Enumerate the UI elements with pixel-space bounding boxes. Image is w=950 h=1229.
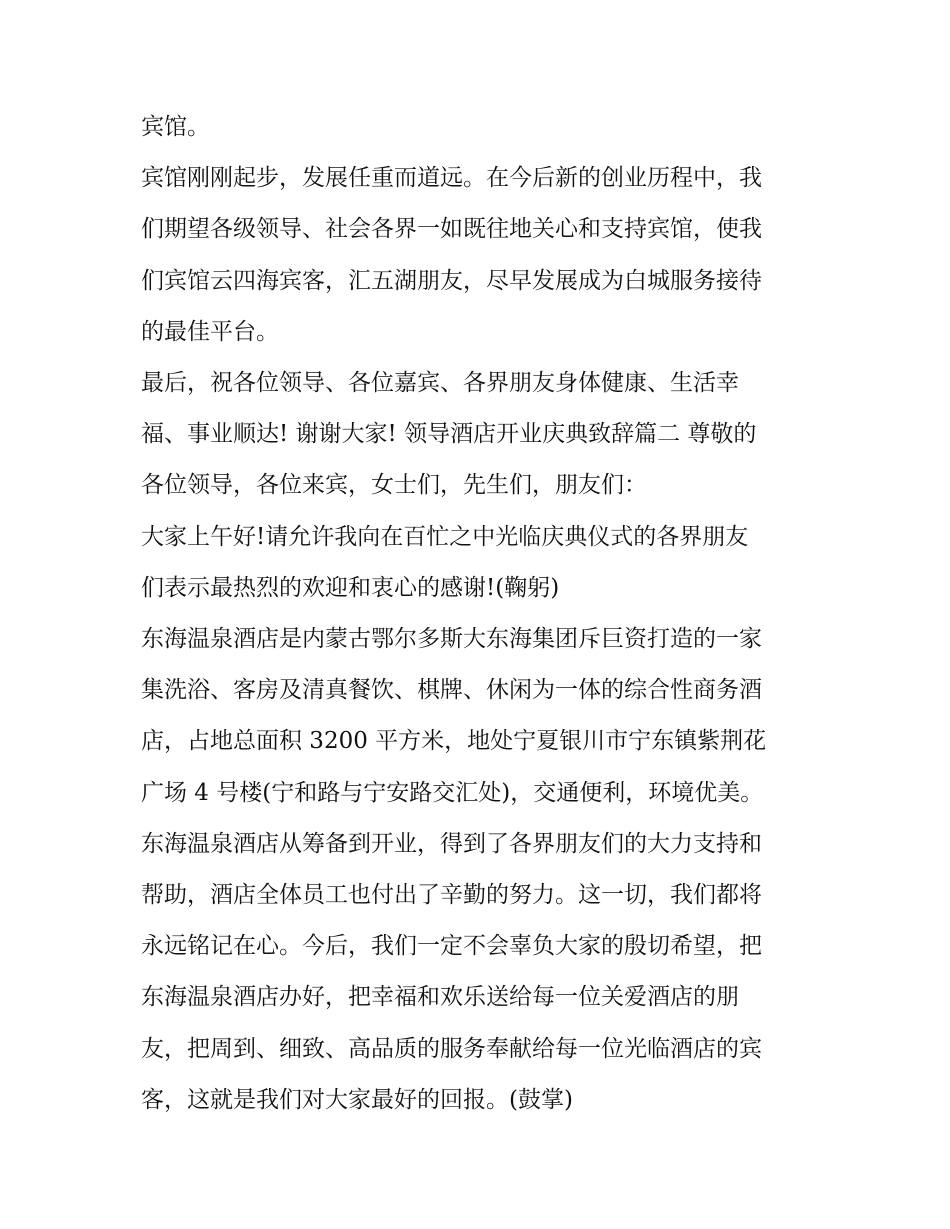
paragraph-5: 东海温泉酒店是内蒙古鄂尔多斯大东海集团斥巨资打造的一家 集洗浴、客房及清真餐饮、棋牌、休闲为一体的综合性商务酒 店，占地总面积 3200 平方米，地处宁夏银川市宁东镇紫荆花 广场 4 号楼(宁和路与宁安路交汇处)，交通便利，环境优美。: [141, 626, 767, 806]
paragraph-4: 大家上午好!请允许我向在百忙之中光临庆典仪式的各界朋友 们表示最热烈的欢迎和衷心的感谢!(鞠躬): [141, 523, 749, 601]
paragraph-1: 宾馆。: [141, 114, 210, 140]
paragraph-6: 东海温泉酒店从筹备到开业，得到了各界朋友们的大力支持和 帮助，酒店全体员工也付出了辛勤的努力。这一切，我们都将 永远铭记在心。今后，我们一定不会辜负大家的殷切希望，把 东海温泉酒店办好，把幸福和欢乐送给每一位关爱酒店的朋 友，把周到、细致、高品质的服务奉献给每一位光临酒店的宾 客，这就是我们对大家最好的回报。(鼓掌): [141, 830, 762, 1113]
paragraph-3: 最后，祝各位领导、各位嘉宾、各界朋友身体健康、生活幸 福、事业顺达! 谢谢大家! 领导酒店开业庆典致辞篇二 尊敬的 各位领导，各位来宾，女士们，先生们，朋友们：: [141, 370, 757, 499]
document-page: [141, 102, 813, 1126]
paragraph-2: 宾馆刚刚起步，发展任重而道远。在今后新的创业历程中，我 们期望各级领导、社会各界一如既往地关心和支持宾馆，使我 们宾馆云四海宾客，汇五湖朋友，尽早发展成为白城服务接待 的最佳平台。: [141, 165, 762, 345]
